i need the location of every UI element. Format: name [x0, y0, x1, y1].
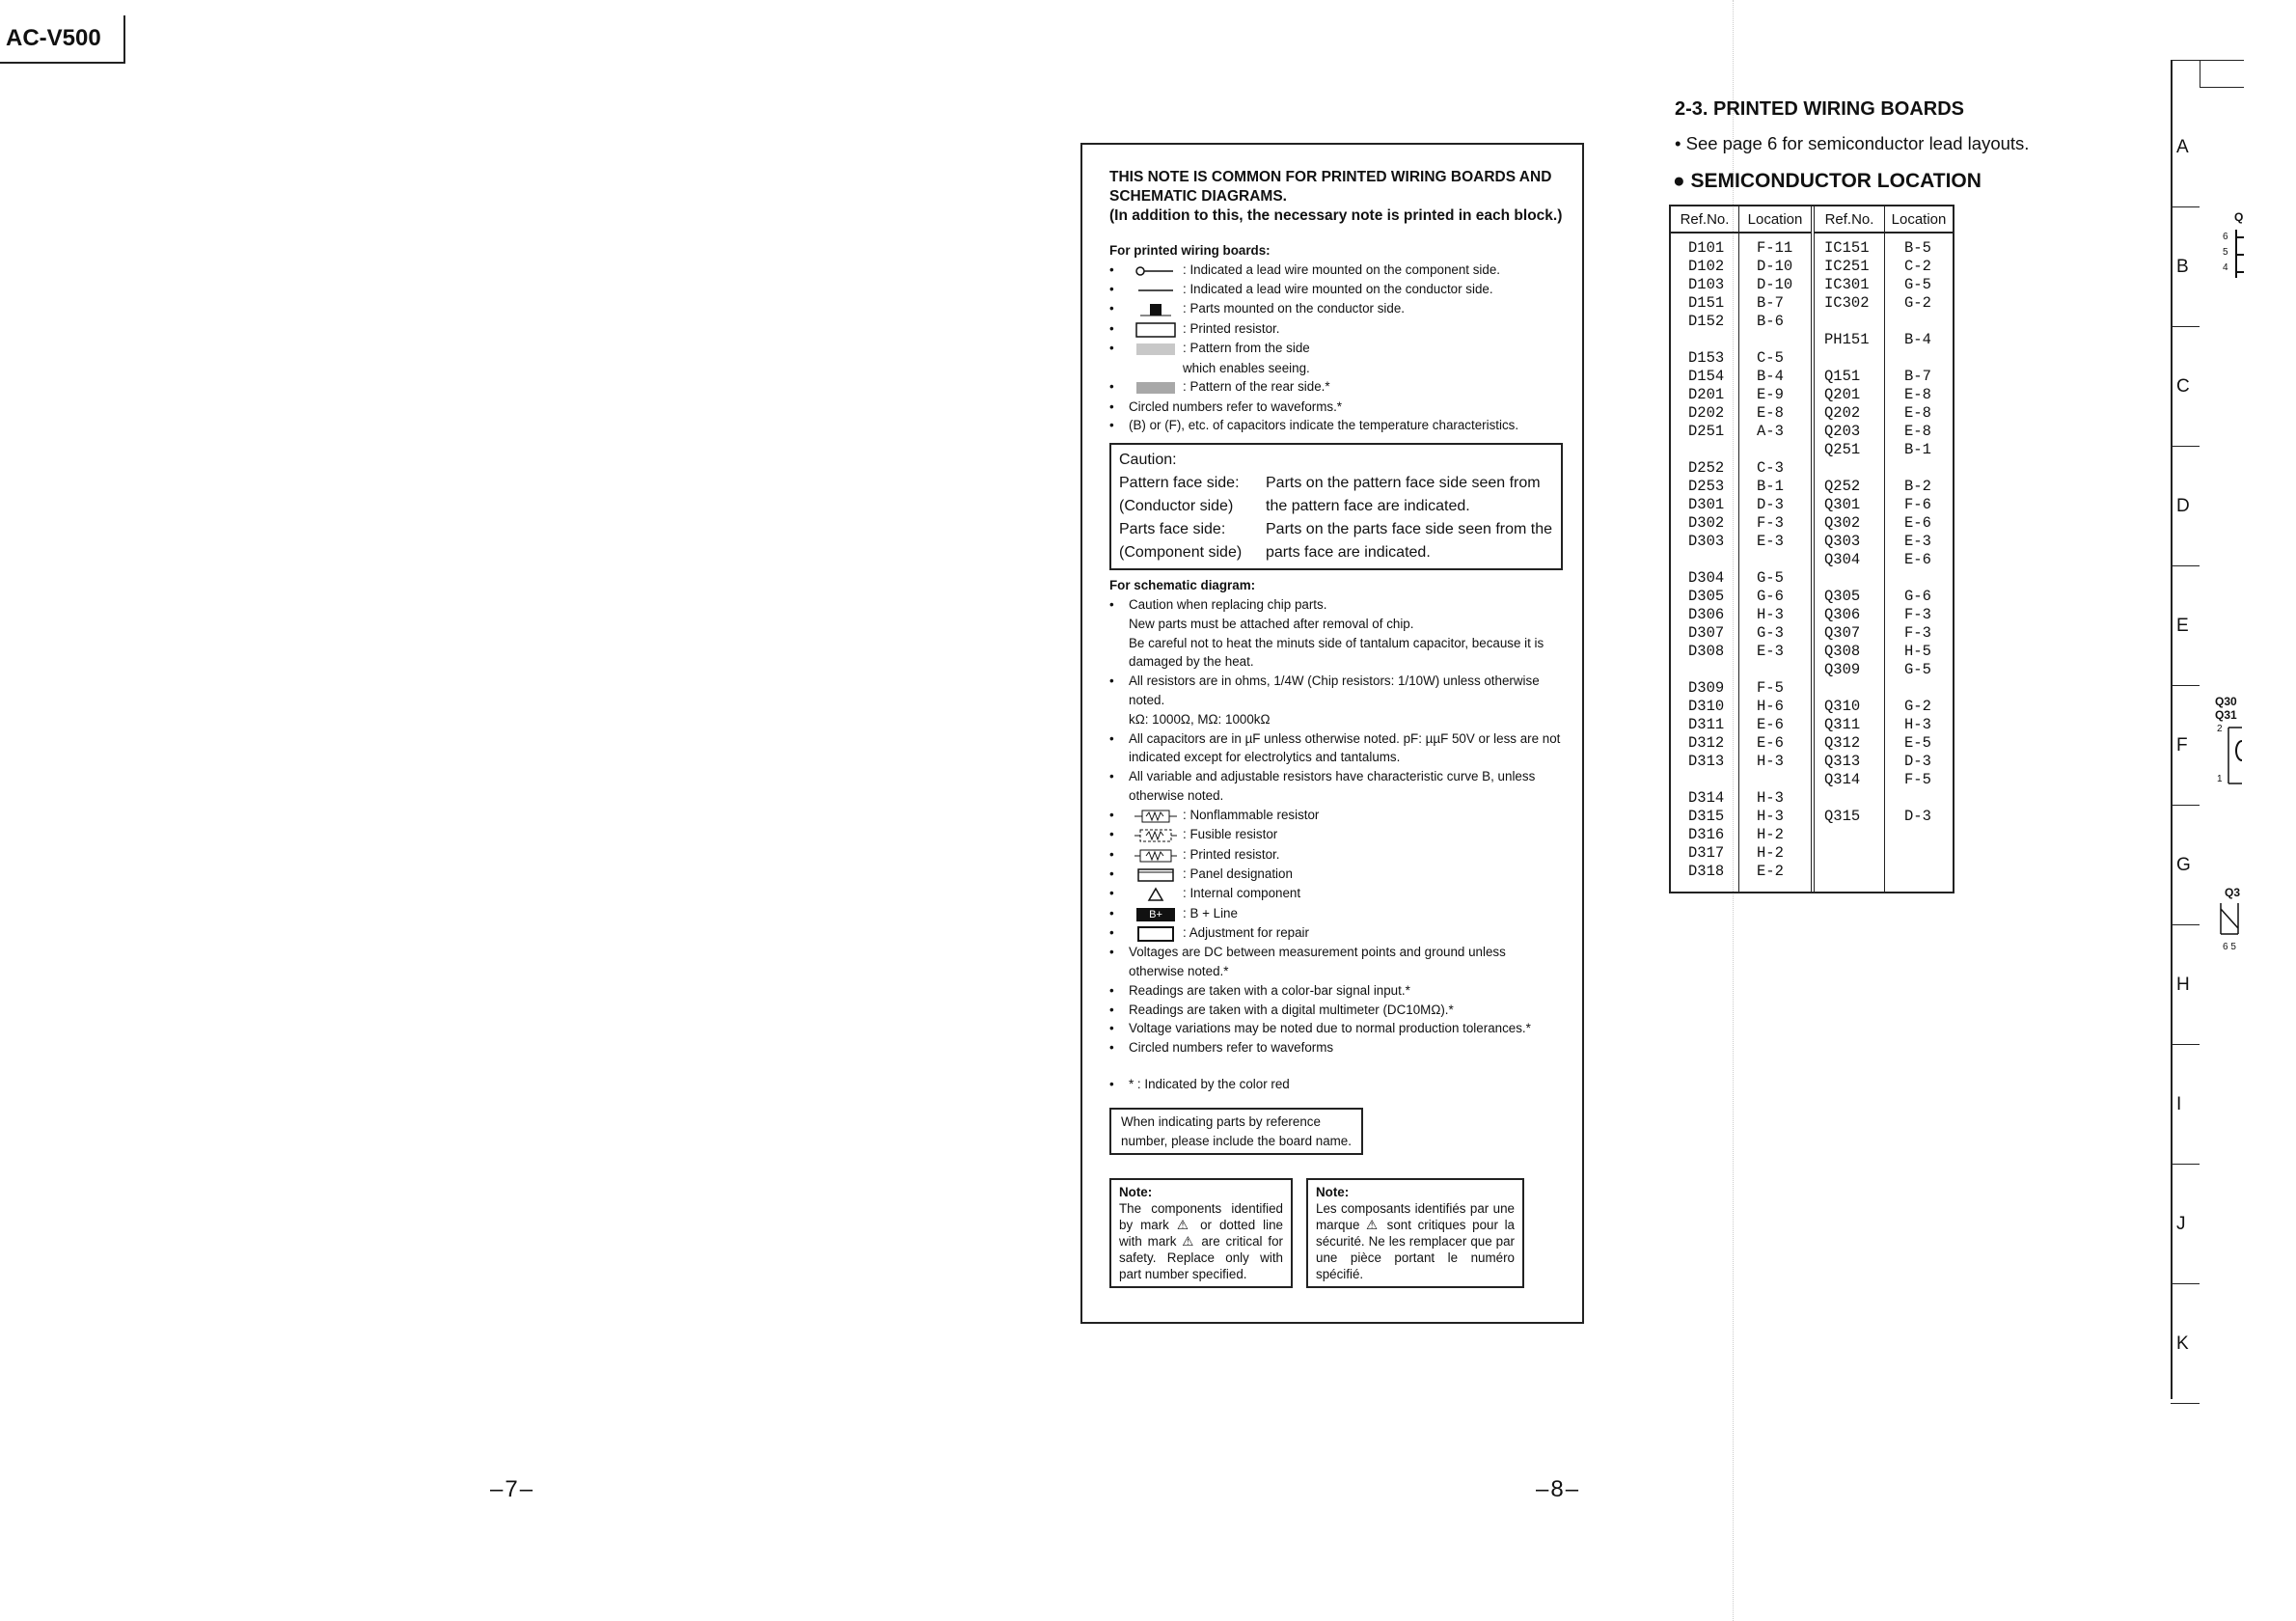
- table-cell: [1904, 459, 1953, 478]
- table-cell: Q151: [1824, 368, 1861, 385]
- table-cell: E-3: [1757, 533, 1784, 550]
- note-heading: THIS NOTE IS COMMON FOR PRINTED WIRING BOARDS AND SCHEMATIC DIAGRAMS. (In addition to this, the necessary note is printed in each block.): [1109, 169, 1563, 224]
- table-cell: G-3: [1757, 624, 1784, 642]
- table-cell: Q314: [1824, 771, 1861, 788]
- table-cell: [1757, 441, 1811, 459]
- fragment-pin: 2: [2217, 724, 2223, 734]
- table-cell: Q308: [1824, 643, 1861, 660]
- table-cell: [1904, 679, 1953, 698]
- grid-row-d: [2171, 446, 2200, 566]
- table-cell: D317: [1688, 844, 1725, 862]
- page-number-right: –8–: [1536, 1476, 1581, 1502]
- grid-row-b: [2171, 206, 2200, 327]
- table-cell: F-5: [1904, 771, 1931, 788]
- table-cell: [1688, 771, 1738, 789]
- list-item: • : Indicated a lead wire mounted on the conductor side.: [1109, 280, 1563, 299]
- fragment-label: Q3: [2225, 886, 2241, 899]
- column-body: [1671, 234, 1738, 881]
- fusible-resistor-icon: [1129, 826, 1183, 845]
- table-cell: IC301: [1824, 276, 1870, 293]
- list-item: • : Fusible resistor: [1109, 825, 1563, 844]
- table-cell: D202: [1688, 404, 1725, 422]
- adjustment-box-icon: [1129, 923, 1183, 943]
- transistor-fragment-icon: [2228, 228, 2244, 282]
- table-cell: D301: [1688, 496, 1725, 513]
- safety-note-french: Note: Les composants identifiés par une marque ⚠ sont critiques pour la sécurité. Ne les remplacer que par une pièce portant le numéro spécifié.: [1306, 1178, 1524, 1288]
- table-cell: H-3: [1757, 753, 1784, 770]
- table-cell: E-3: [1904, 533, 1931, 550]
- transistor-fragment-icon: [2223, 722, 2244, 789]
- table-cell: [1757, 331, 1811, 349]
- table-cell: B-1: [1757, 478, 1784, 495]
- list-item: • B+ : B + Line: [1109, 904, 1563, 923]
- schematic-list: [1109, 595, 1563, 1094]
- pwb-title: For printed wiring boards:: [1109, 243, 1271, 258]
- list-item: • : Adjustment for repair: [1109, 923, 1563, 943]
- table-cell: H-5: [1904, 643, 1931, 660]
- list-item: • Readings are taken with a digital multimeter (DC10MΩ).*: [1109, 1001, 1563, 1020]
- table-cell: Q251: [1824, 441, 1861, 458]
- table-cell: C-2: [1904, 258, 1931, 275]
- list-item: • Circled numbers refer to waveforms.*: [1109, 398, 1563, 417]
- table-cell: D303: [1688, 533, 1725, 550]
- table-cell: Q312: [1824, 734, 1861, 752]
- grid-row-a: [2171, 87, 2200, 207]
- table-cell: IC251: [1824, 258, 1870, 275]
- table-cell: E-8: [1904, 423, 1931, 440]
- table-cell: E-6: [1904, 551, 1931, 568]
- list-item: • Voltages are DC between measurement points and ground unless otherwise noted.*: [1109, 943, 1563, 981]
- list-item: • All variable and adjustable resistors have characteristic curve B, unless otherwise noted.: [1109, 767, 1563, 806]
- table-cell: Q303: [1824, 533, 1861, 550]
- table-cell: D313: [1688, 753, 1725, 770]
- table-cell: Q311: [1824, 716, 1861, 733]
- grid-row-label: J: [2176, 1214, 2186, 1234]
- table-cell: D307: [1688, 624, 1725, 642]
- grid-row-label: G: [2176, 855, 2191, 875]
- table-cell: D251: [1688, 423, 1725, 440]
- table-cell: Q315: [1824, 808, 1861, 825]
- table-cell: D308: [1688, 643, 1725, 660]
- table-cell: B-2: [1904, 478, 1931, 495]
- list-item: • : Internal component: [1109, 884, 1563, 903]
- table-cell: Q306: [1824, 606, 1861, 623]
- list-item: • : Pattern of the rear side.*: [1109, 377, 1563, 397]
- caution-row: Parts face side: Parts on the parts face side seen from the: [1119, 521, 1553, 538]
- table-cell: D311: [1688, 716, 1725, 733]
- fragment-label: Q31: [2215, 708, 2237, 722]
- list-item: • : Panel designation: [1109, 865, 1563, 884]
- table-cell: D102: [1688, 258, 1725, 275]
- table-cell: [1757, 551, 1811, 569]
- table-cell: Q307: [1824, 624, 1861, 642]
- printed-resistor-icon: [1129, 845, 1183, 865]
- table-cell: E-6: [1757, 716, 1784, 733]
- table-cell: E-5: [1904, 734, 1931, 752]
- table-cell: F-6: [1904, 496, 1931, 513]
- grid-row-i: [2171, 1044, 2200, 1165]
- table-cell: F-3: [1904, 624, 1931, 642]
- table-cell: H-3: [1757, 606, 1784, 623]
- model-name: AC-V500: [6, 25, 101, 51]
- table-cell: D312: [1688, 734, 1725, 752]
- pattern-side-icon: [1129, 340, 1183, 359]
- transistor-fragment-icon: [2217, 899, 2244, 942]
- fragment-pins: 6 5: [2223, 942, 2236, 952]
- column-body: [1815, 234, 1884, 826]
- column-body: [1885, 234, 1953, 826]
- table-cell: D318: [1688, 863, 1725, 880]
- fragment-label: Q: [2234, 210, 2244, 224]
- safety-notes: [1109, 1178, 1563, 1288]
- fragment-label: Q30: [2215, 695, 2237, 708]
- table-cell: D-10: [1757, 276, 1793, 293]
- table-cell: G-5: [1904, 276, 1931, 293]
- table-cell: D252: [1688, 459, 1725, 477]
- table-cell: Q302: [1824, 514, 1861, 532]
- table-cell: D306: [1688, 606, 1725, 623]
- table-cell: H-2: [1757, 826, 1784, 843]
- table-cell: G-6: [1904, 588, 1931, 605]
- grid-row-label: H: [2176, 975, 2190, 995]
- table-cell: Q304: [1824, 551, 1861, 568]
- grid-row-c: [2171, 326, 2200, 447]
- grid-row-label: I: [2176, 1094, 2182, 1114]
- grid-row-k: [2171, 1283, 2200, 1404]
- table-cell: B-4: [1904, 331, 1931, 348]
- table-cell: [1904, 313, 1953, 331]
- table-cell: [1688, 661, 1738, 679]
- table-cell: D151: [1688, 294, 1725, 312]
- grid-row-f: [2171, 685, 2200, 806]
- pattern-rear-icon: [1129, 378, 1183, 398]
- table-cell: D153: [1688, 349, 1725, 367]
- table-cell: D314: [1688, 789, 1725, 807]
- grid-row-e: [2171, 565, 2200, 686]
- table-cell: G-6: [1757, 588, 1784, 605]
- table-cell: [1824, 313, 1884, 331]
- grid-row-label: F: [2176, 735, 2188, 756]
- table-cell: A-3: [1757, 423, 1784, 440]
- lead-wire-conductor-icon: [1129, 281, 1183, 300]
- table-cell: F-3: [1757, 514, 1784, 532]
- table-column-ref1: [1671, 206, 1738, 892]
- grid-row-label: A: [2176, 137, 2189, 157]
- table-cell: [1757, 661, 1811, 679]
- table-cell: G-5: [1757, 569, 1784, 587]
- table-cell: H-2: [1757, 844, 1784, 862]
- conductor-part-icon: [1129, 300, 1183, 319]
- column-header: Location: [1885, 206, 1953, 234]
- table-cell: E-2: [1757, 863, 1784, 880]
- table-cell: B-4: [1757, 368, 1784, 385]
- table-cell: Q203: [1824, 423, 1861, 440]
- caution-row: (Conductor side) the pattern face are indicated.: [1119, 498, 1470, 515]
- table-cell: [1904, 349, 1953, 368]
- table-cell: D101: [1688, 239, 1725, 257]
- common-note-box: [1080, 143, 1584, 1324]
- table-cell: D304: [1688, 569, 1725, 587]
- schematic-title: For schematic diagram:: [1109, 578, 1256, 593]
- table-cell: D302: [1688, 514, 1725, 532]
- table-cell: Q305: [1824, 588, 1861, 605]
- table-column-loc2: [1885, 206, 1953, 892]
- column-header: Location: [1739, 206, 1811, 234]
- grid-row-g: [2171, 805, 2200, 925]
- table-cell: D152: [1688, 313, 1725, 330]
- semiconductor-location-title: ● SEMICONDUCTOR LOCATION: [1673, 170, 1982, 192]
- table-cell: G-2: [1904, 294, 1931, 312]
- list-item: • : Indicated a lead wire mounted on the component side.: [1109, 261, 1563, 280]
- safety-note-english: Note: The components identified by mark ⚠ or dotted line with mark ⚠ are critical for safety. Replace only with part number specified.: [1109, 1178, 1293, 1288]
- list-item: • : Nonflammable resistor: [1109, 806, 1563, 825]
- table-cell: Q252: [1824, 478, 1861, 495]
- table-cell: G-5: [1904, 661, 1931, 678]
- table-cell: [1688, 551, 1738, 569]
- table-cell: D154: [1688, 368, 1725, 385]
- table-cell: [1824, 349, 1884, 368]
- pwb-list: [1109, 261, 1563, 435]
- printed-resistor-box-icon: [1129, 319, 1183, 339]
- list-item: • (B) or (F), etc. of capacitors indicate the temperature characteristics.: [1109, 416, 1563, 435]
- table-cell: F-11: [1757, 239, 1793, 257]
- column-header: Ref.No.: [1671, 206, 1738, 234]
- grid-row-h: [2171, 924, 2200, 1045]
- table-cell: [1824, 789, 1884, 808]
- semiconductor-location-table: [1669, 205, 1954, 893]
- page-number-left: –7–: [490, 1476, 535, 1502]
- list-item: • : Printed resistor.: [1109, 319, 1563, 339]
- table-cell: E-8: [1904, 404, 1931, 422]
- caution-row: (Component side) parts face are indicated.: [1119, 544, 1431, 562]
- table-cell: D316: [1688, 826, 1725, 843]
- table-cell: H-6: [1757, 698, 1784, 715]
- fragment-pin: 1: [2217, 774, 2223, 784]
- table-cell: E-6: [1757, 734, 1784, 752]
- table-cell: E-8: [1904, 386, 1931, 403]
- table-cell: G-2: [1904, 698, 1931, 715]
- table-cell: [1824, 569, 1884, 588]
- model-tag: [0, 15, 125, 64]
- column-header: Ref.No.: [1815, 206, 1884, 234]
- table-cell: D305: [1688, 588, 1725, 605]
- table-cell: [1757, 771, 1811, 789]
- table-cell: C-5: [1757, 349, 1784, 367]
- list-item: • Voltage variations may be noted due to normal production tolerances.*: [1109, 1019, 1563, 1038]
- table-cell: Q301: [1824, 496, 1861, 513]
- column-body: [1739, 234, 1811, 881]
- table-column-loc1: [1739, 206, 1811, 892]
- table-cell: D-3: [1904, 808, 1931, 825]
- table-cell: E-6: [1904, 514, 1931, 532]
- table-cell: [1904, 789, 1953, 808]
- caution-title: Caution:: [1119, 452, 1177, 469]
- table-cell: E-9: [1757, 386, 1784, 403]
- table-cell: B-7: [1904, 368, 1931, 385]
- bplus-line-icon: B+: [1129, 904, 1183, 923]
- grid-row-j: [2171, 1164, 2200, 1284]
- table-cell: H-3: [1757, 808, 1784, 825]
- list-item: • All capacitors are in µF unless otherwise noted. pF: µµF 50V or less are not indicated except for electrolytics and tantalums.: [1109, 729, 1563, 768]
- lead-wire-component-icon: [1129, 261, 1183, 280]
- table-cell: Q202: [1824, 404, 1861, 422]
- section-title: 2-3. PRINTED WIRING BOARDS: [1675, 98, 1965, 120]
- section-note: • See page 6 for semiconductor lead layouts.: [1675, 133, 2030, 153]
- table-cell: B-6: [1757, 313, 1784, 330]
- grid-row-label: K: [2176, 1333, 2189, 1354]
- table-cell: D-3: [1757, 496, 1784, 513]
- grid-row-label: B: [2176, 257, 2189, 277]
- table-cell: F-5: [1757, 679, 1784, 697]
- list-item: • : Pattern from the side which enables seeing.: [1109, 339, 1563, 377]
- table-cell: H-3: [1904, 716, 1931, 733]
- grid-row-label: E: [2176, 616, 2189, 636]
- table-cell: F-3: [1904, 606, 1931, 623]
- table-cell: IC302: [1824, 294, 1870, 312]
- table-cell: D315: [1688, 808, 1725, 825]
- table-cell: PH151: [1824, 331, 1870, 348]
- panel-designation-icon: [1129, 865, 1183, 884]
- list-item: • : Printed resistor.: [1109, 845, 1563, 865]
- table-cell: C-3: [1757, 459, 1784, 477]
- list-item: • All resistors are in ohms, 1/4W (Chip resistors: 1/10W) unless otherwise noted. kΩ: 1000Ω, MΩ: 1000kΩ: [1109, 672, 1563, 728]
- table-cell: Q309: [1824, 661, 1861, 678]
- table-cell: B-7: [1757, 294, 1784, 312]
- table-cell: D201: [1688, 386, 1725, 403]
- table-cell: Q310: [1824, 698, 1861, 715]
- caution-box: [1109, 443, 1563, 570]
- list-item: • Caution when replacing chip parts. New parts must be attached after removal of chip. Be careful not to heat the minuts side of tantalum capacitor, because it is damaged by the heat.: [1109, 595, 1563, 672]
- table-cell: [1904, 569, 1953, 588]
- table-cell: D309: [1688, 679, 1725, 697]
- table-cell: H-3: [1757, 789, 1784, 807]
- table-cell: D-10: [1757, 258, 1793, 275]
- table-cell: B-1: [1904, 441, 1931, 458]
- list-item: • * : Indicated by the color red: [1109, 1075, 1563, 1094]
- grid-row-label: C: [2176, 376, 2190, 397]
- grid-row-label: D: [2176, 496, 2190, 516]
- table-cell: [1824, 679, 1884, 698]
- table-cell: [1688, 331, 1738, 349]
- reference-note-box: When indicating parts by reference number, please include the board name.: [1109, 1108, 1363, 1156]
- table-cell: E-8: [1757, 404, 1784, 422]
- table-cell: D310: [1688, 698, 1725, 715]
- table-cell: D103: [1688, 276, 1725, 293]
- table-cell: B-5: [1904, 239, 1931, 257]
- list-item: • Circled numbers refer to waveforms: [1109, 1038, 1563, 1058]
- internal-component-icon: [1129, 885, 1183, 904]
- table-cell: D-3: [1904, 753, 1931, 770]
- table-cell: IC151: [1824, 239, 1870, 257]
- table-cell: E-3: [1757, 643, 1784, 660]
- table-cell: [1688, 441, 1738, 459]
- table-cell: Q313: [1824, 753, 1861, 770]
- list-item: • Readings are taken with a color-bar signal input.*: [1109, 981, 1563, 1001]
- fragment-pins: 6 5 4: [2223, 232, 2228, 273]
- table-cell: Q201: [1824, 386, 1861, 403]
- table-column-ref2: [1815, 206, 1884, 892]
- list-item: • : Parts mounted on the conductor side.: [1109, 299, 1563, 318]
- table-cell: [1824, 459, 1884, 478]
- caution-row: Pattern face side: Parts on the pattern face side seen from: [1119, 475, 1541, 492]
- nonflammable-resistor-icon: [1129, 806, 1183, 825]
- table-cell: D253: [1688, 478, 1725, 495]
